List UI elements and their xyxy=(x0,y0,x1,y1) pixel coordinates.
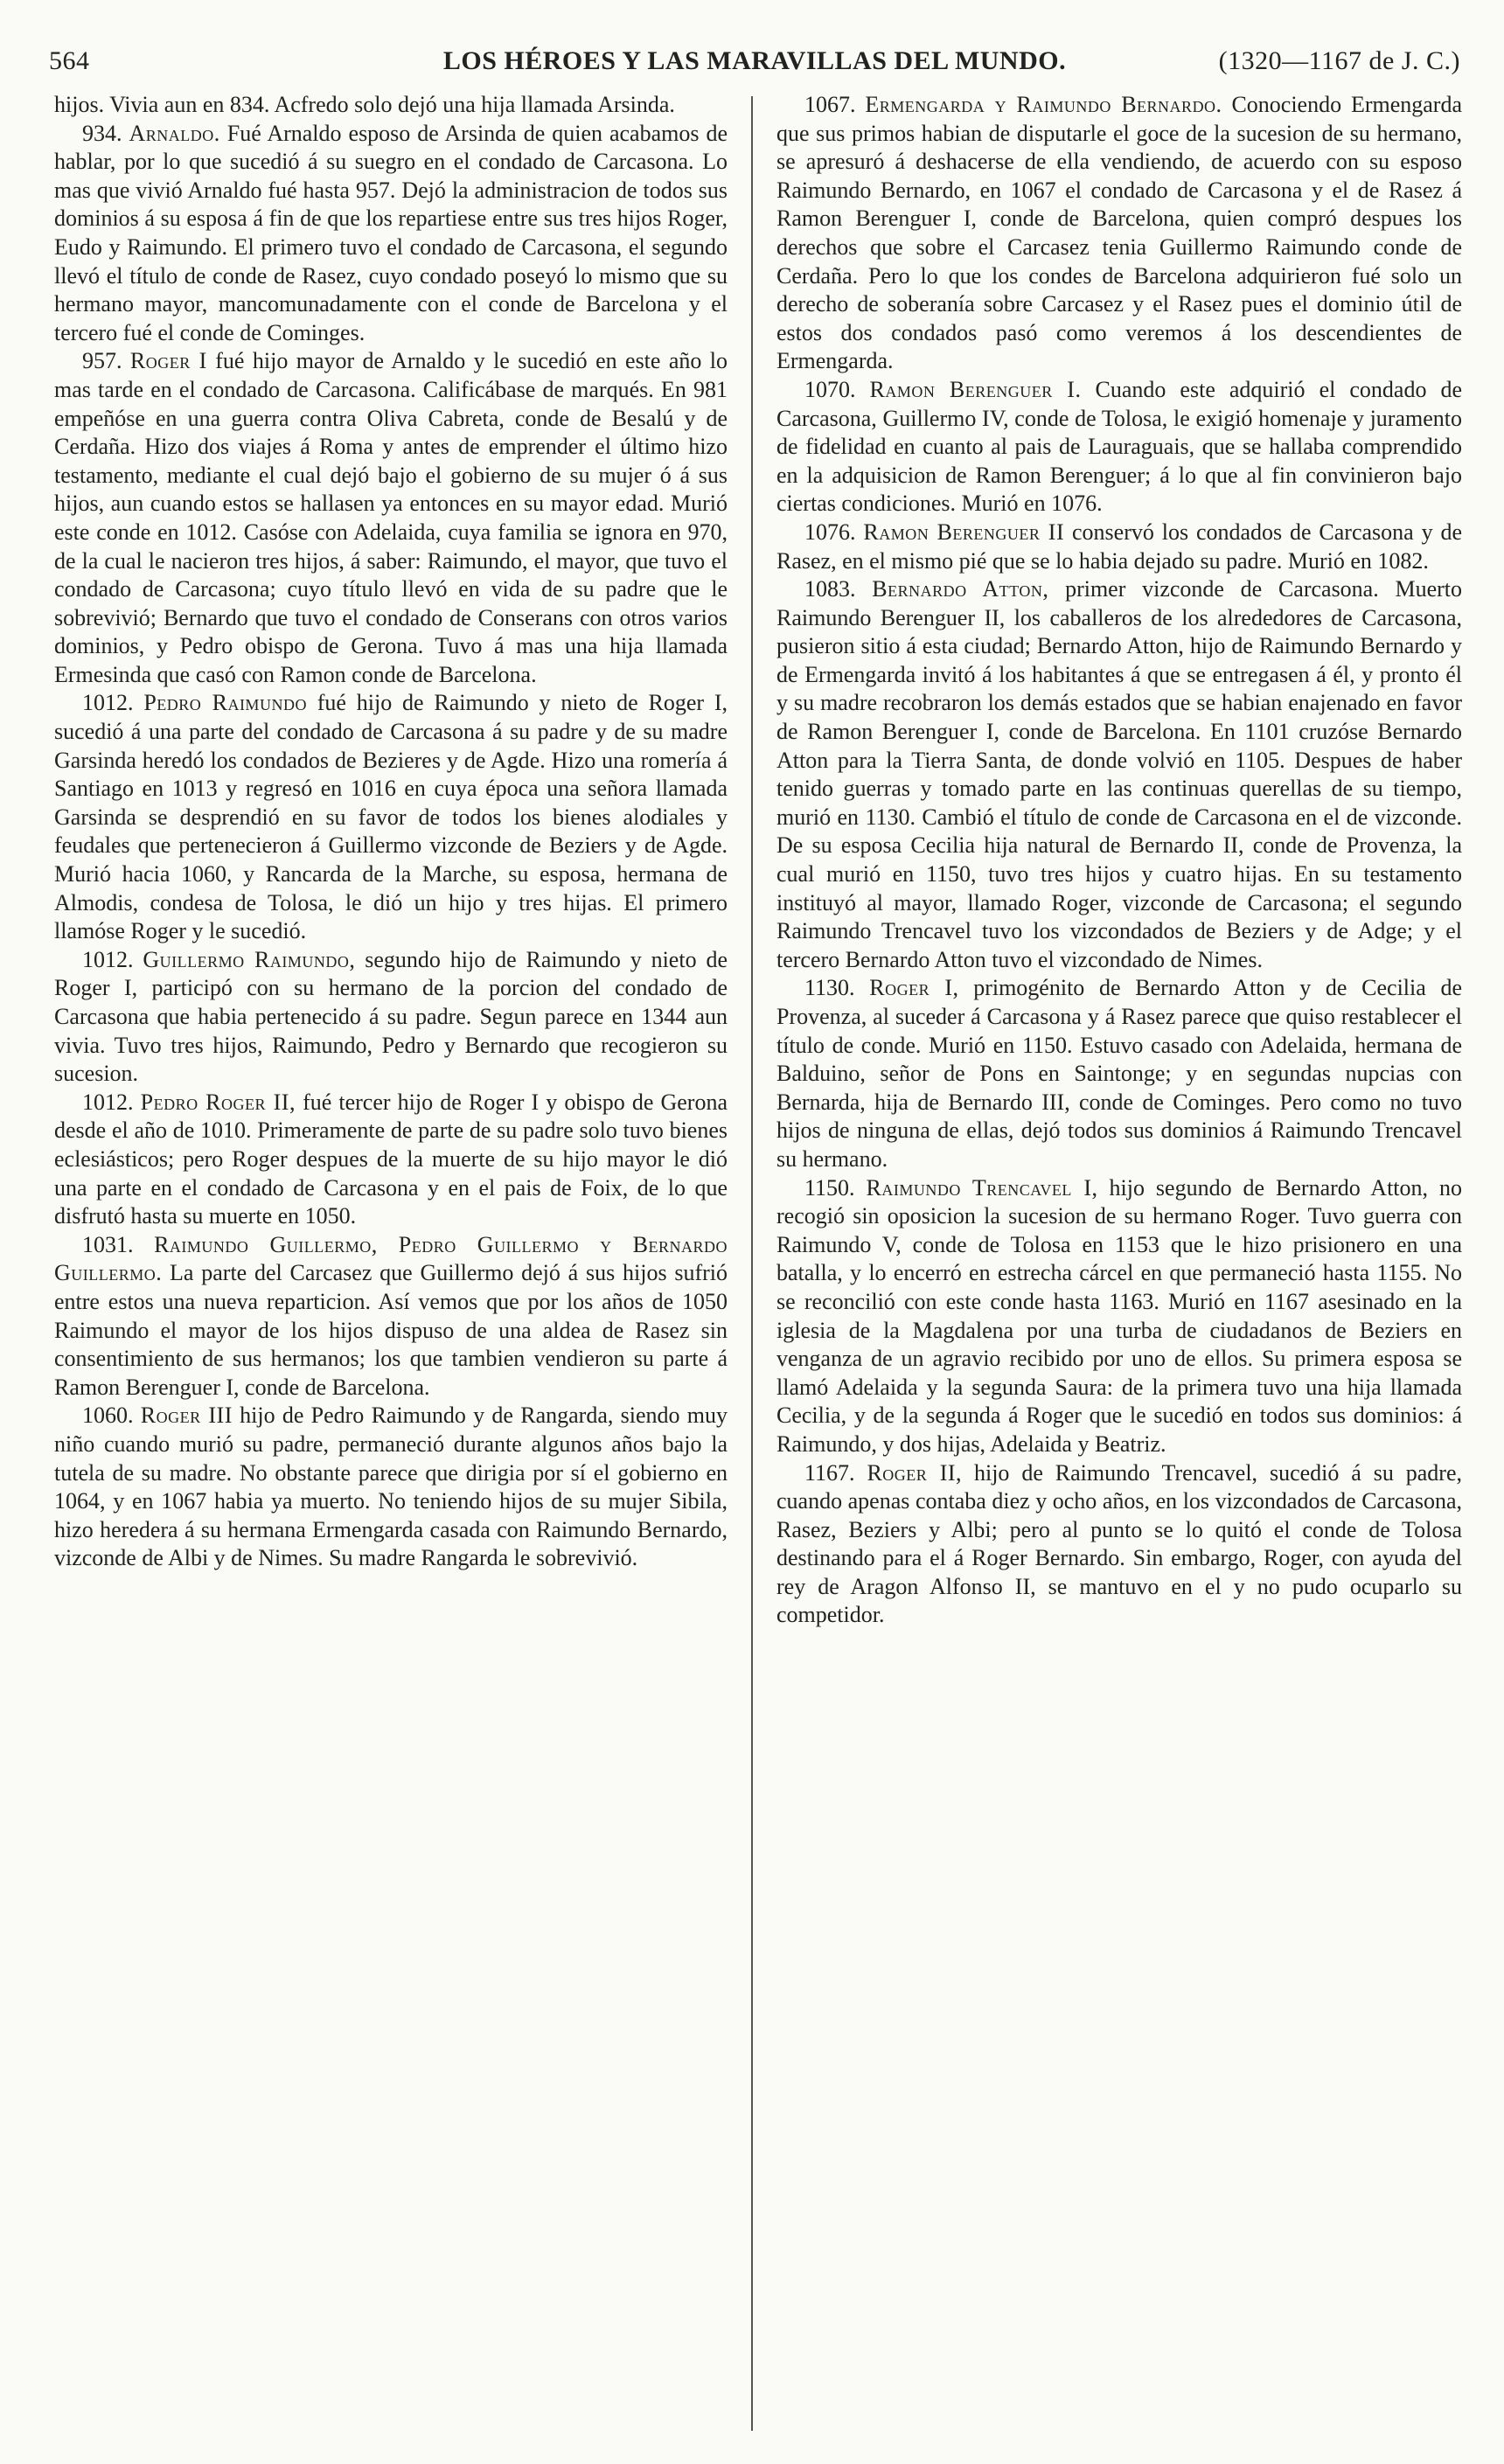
paragraph xyxy=(776,519,1462,575)
paragraph xyxy=(776,1174,1462,1459)
entry-year: 1070. xyxy=(804,376,856,402)
entry-year: 1167. xyxy=(804,1459,855,1486)
paragraph xyxy=(776,575,1462,974)
entry-year: 957. xyxy=(82,348,122,374)
entry-text: hijo de Pedro Raimundo y de Rangarda, siendo muy niño cuando murió su padre, permaneció durante algunos años bajo la tutela de su madre. No obstante parece que dirigia por sí el gobierno en 1064, y en 1067 habia ya muerto. No teniendo hijos de su mujer Sibila, hizo heredera á su hermana Ermengarda casada con Raimundo Bernardo, vizconde de Albi y de Nimes. Su madre Rangarda le sobrevivió. xyxy=(54,1403,728,1571)
entry-text: Conociendo Ermengarda que sus primos habian de disputarle el goce de la sucesion de su hermano, se apresuró á deshacerse de ella vendiendo, de acuerdo con su esposo Raimundo Bernardo, en 1067 el condado de Carcasona y el de Rasez á Ramon Berenguer I, conde de Barcelona, quien compró despues los derechos que sobre el Carcasez tenia Guillermo Raimundo conde de Cerdaña. Pero lo que los condes de Barcelona adquirieron fué solo un derecho de soberanía sobre Carcasez y el Rasez pues el dominio útil de estos dos condados pasó como veremos á los descendientes de Ermengarda. xyxy=(776,92,1462,374)
entry-name: Arnaldo. xyxy=(129,120,220,146)
entry-year: 1060. xyxy=(82,1403,134,1429)
paragraph xyxy=(54,347,728,689)
column-divider xyxy=(751,96,753,2431)
entry-name: Roger I, xyxy=(869,975,959,1001)
running-title: LOS HÉROES Y LAS MARAVILLAS DEL MUNDO. xyxy=(442,46,1067,75)
entry-name: Pedro Roger II, xyxy=(140,1089,296,1115)
date-range: (1320—1167 de J. C.) xyxy=(1218,46,1460,75)
entry-name: Raimundo Guillermo, Pedro Guillermo y Bernardo Guillermo. xyxy=(54,1231,728,1286)
entry-year: 1076. xyxy=(804,519,856,545)
entry-text: Cuando este adquirió el condado de Carcasona, Guillermo IV, conde de Tolosa, le exigió homenaje y juramento de fidelidad en cuanto al pais de Lauraguais, que se hallaba comprendido en la adquisicion de Ramon Berenguer; á lo que al fin convinieron bajo ciertas condiciones. Murió en 1076. xyxy=(776,376,1462,517)
entry-text: fué hijo mayor de Arnaldo y le sucedió en este año lo mas tarde en el condado de Carcasona. Calificábase de marqués. En 981 empeñóse en una guerra contra Oliva Cabreta, conde de Besalú y de Cerdaña. Hizo dos viajes á Roma y antes de emprender el último hizo testamento, mediante el cual dejó bajo el gobierno de su mujer ó á sus hijos, aun cuando estos se hallasen ya entonces en su mayor edad. Murió este conde en 1012. Casóse con Adelaida, cuya familia se ignora en 970, de la cual le nacieron tres hijos, á saber: Raimundo, el mayor, que tuvo el condado de Carcasona; cuyo título llevó en vida de su padre que le sobrevivió; Bernardo que tuvo el condado de Conserans con otros varios dominios, y Pedro obispo de Gerona. Tuvo á mas una hija llamada Ermesinda que casó con Ramon conde de Barcelona. xyxy=(54,348,728,687)
entry-text: segundo hijo de Raimundo y nieto de Roger I, participó con su hermano de la porcion del condado de Carcasona que habia pertenecido á su padre. Segun parece en 1344 aun vivia. Tuvo tres hijos, Raimundo, Pedro y Bernardo que recogieron su sucesion. xyxy=(54,946,728,1087)
entry-text: fué hijo de Raimundo y nieto de Roger I, sucedió á una parte del condado de Carcasona á su padre y de su madre Garsinda heredó los condados de Bezieres y de Agde. Hizo una romería á Santiago en 1013 y regresó en 1016 en cuya época una señora llamada Garsinda se desprendió en su favor de todos los bienes alodiales y feudales que pertenecieron á Guillermo vizconde de Beziers y de Agde. Murió hacia 1060, y Rancarda de la Marche, su esposa, hermana de Almodis, condesa de Tolosa, le dió un hijo y tres hijas. El primero llamóse Roger y le sucedió. xyxy=(54,690,728,944)
entry-name: Roger I xyxy=(129,348,207,374)
paragraph xyxy=(776,974,1462,1173)
entry-name: Bernardo Atton, xyxy=(872,576,1049,602)
entry-name: Ramon Berenguer II xyxy=(863,519,1065,545)
entry-year: 1012. xyxy=(82,946,134,972)
paragraph xyxy=(54,91,728,120)
entry-name: Guillermo Raimundo, xyxy=(143,946,356,972)
entry-text: conservó los condados de Carcasona y de Rasez, en el mismo pié que se lo habia dejado su padre. Murió en 1082. xyxy=(776,519,1462,574)
entry-text: Fué Arnaldo esposo de Arsinda de quien acabamos de hablar, por lo que sucedió á su suegro en el condado de Carcasona. Lo mas que vivió Arnaldo fué hasta 957. Dejó la administracion de todos sus dominios á su esposa á fin de que los repartiese entre sus tres hijos Roger, Eudo y Raimundo. El primero tuvo el condado de Carcasona, el segundo llevó el título de conde de Rasez, cuyo condado poseyó lo mismo que su hermano mayor, mancomunadamente con el conde de Barcelona y el tercero fué el conde de Cominges. xyxy=(54,120,728,345)
right-column xyxy=(776,91,1462,2399)
paragraph xyxy=(54,1402,728,1573)
entry-text: fué tercer hijo de Roger I y obispo de Gerona desde el año de 1010. Primeramente de parte de su padre solo tuvo bienes eclesiásticos; pero Roger despues de la muerte de su hijo mayor le dió una parte en el condado de Carcasona y en el pais de Foix, de lo que disfrutó hasta su muerte en 1050. xyxy=(54,1089,728,1229)
paragraph xyxy=(54,1231,728,1403)
entry-year: 934. xyxy=(82,120,122,146)
entry-name: Ermengarda y Raimundo Bernardo. xyxy=(865,92,1222,117)
paragraph xyxy=(776,91,1462,376)
entry-year: 1150. xyxy=(804,1174,855,1201)
entry-year: 1031. xyxy=(82,1231,134,1257)
paragraph xyxy=(54,946,728,1089)
page-number: 564 xyxy=(49,46,90,75)
paragraph xyxy=(54,120,728,348)
paragraph xyxy=(54,1089,728,1231)
entry-name: Raimundo Trencavel I, xyxy=(866,1174,1098,1201)
entry-text: hijo de Raimundo Trencavel, sucedió á su padre, cuando apenas contaba diez y ocho años, en los vizcondados de Carcasona, Rasez, Beziers y Albi; pero al punto se lo quitó el conde de Tolosa destinando para el á Roger Bernardo. Sin embargo, Roger, con ayuda del rey de Aragon Alfonso II, se mantuvo en el y no pudo ocuparlo su competidor. xyxy=(776,1459,1462,1628)
entry-text: hijos. Vivia aun en 834. Acfredo solo dejó una hija llamada Arsinda. xyxy=(54,92,675,117)
entry-text: La parte del Carcasez que Guillermo dejó á sus hijos sufrió entre estos una nueva reparticion. Así vemos que por los años de 1050 Raimundo el mayor de los hijos dispuso de una aldea de Rasez sin consentimiento de sus hermanos; los que tambien vendieron su parte á Ramon Berenguer I, conde de Barcelona. xyxy=(54,1260,728,1400)
entry-name: Roger III xyxy=(140,1403,233,1429)
entry-year: 1012. xyxy=(82,1089,134,1115)
entry-name: Pedro Raimundo xyxy=(143,690,307,716)
entry-name: Ramon Berenguer I. xyxy=(869,376,1082,402)
entry-text: primer vizconde de Carcasona. Muerto Raimundo Berenguer II, los caballeros de los alrededores de Carcasona, pusieron sitio á esta ciudad; Bernardo Atton, hijo de Raimundo Bernardo y de Ermengarda invitó á los habitantes á que se entregasen á él, y pronto él y su madre recobraron los demás estados que se habian enajenado en favor de Ramon Berenguer I, conde de Barcelona. En 1101 cruzóse Bernardo Atton para la Tierra Santa, de donde volvió en 1105. Despues de haber tenido guerras y tomado parte en las continuas querellas de su tiempo, murió en 1130. Cambió el título de conde de Carcasona en el de vizconde. De su esposa Cecilia hija natural de Bernardo II, conde de Provenza, la cual murió en 1150, tuvo tres hijos y cuatro hijas. En su testamento instituyó al mayor, llamado Roger, vizconde de Carcasona; el segundo Raimundo Trencavel tuvo los vizcondados de Beziers y de Adge; y el tercero Bernardo Atton tuvo el vizcondado de Nimes. xyxy=(776,576,1462,972)
paragraph xyxy=(776,1459,1462,1631)
entry-text: hijo segundo de Bernardo Atton, no recogió sin oposicion la sucesion de su hermano Roger. Tuvo guerra con Raimundo V, conde de Tolosa en 1153 que le hizo prisionero en una batalla, y lo encerró en estrecha cárcel en que permaneció hasta 1155. No se reconcilió con este conde hasta 1163. Murió en 1167 asesinado en la iglesia de la Magdalena por una turba de ciudadanos de Beziers en venganza de un agravio recibido por uno de ellos. Su primera esposa se llamó Adelaida y la segunda Saura: de la primera tuvo una hija llamada Cecilia, y de la segunda á Roger que le sucedió en todos sus dominios: á Raimundo, y dos hijas, Adelaida y Beatriz. xyxy=(776,1174,1462,1457)
entry-year: 1067. xyxy=(804,92,856,117)
page-header xyxy=(49,40,1460,82)
entry-text: primogénito de Bernardo Atton y de Cecilia de Provenza, al suceder á Carcasona y á Rasez parece que quiso restablecer el título de conde. Murió en 1150. Estuvo casado con Adelaida, hermana de Balduino, señor de Pons en Saintonge; y en segundas nupcias con Bernarda, hija de Bernardo III, conde de Cominges. Pero como no tuvo hijos de ninguna de ellas, dejó todos sus dominios á Raimundo Trencavel su hermano. xyxy=(776,975,1462,1172)
entry-year: 1130. xyxy=(804,975,855,1001)
left-column xyxy=(54,91,728,2399)
entry-year: 1012. xyxy=(82,690,134,716)
paragraph xyxy=(54,689,728,945)
entry-year: 1083. xyxy=(804,576,856,602)
entry-name: Roger II, xyxy=(867,1459,963,1486)
paragraph xyxy=(776,376,1462,519)
